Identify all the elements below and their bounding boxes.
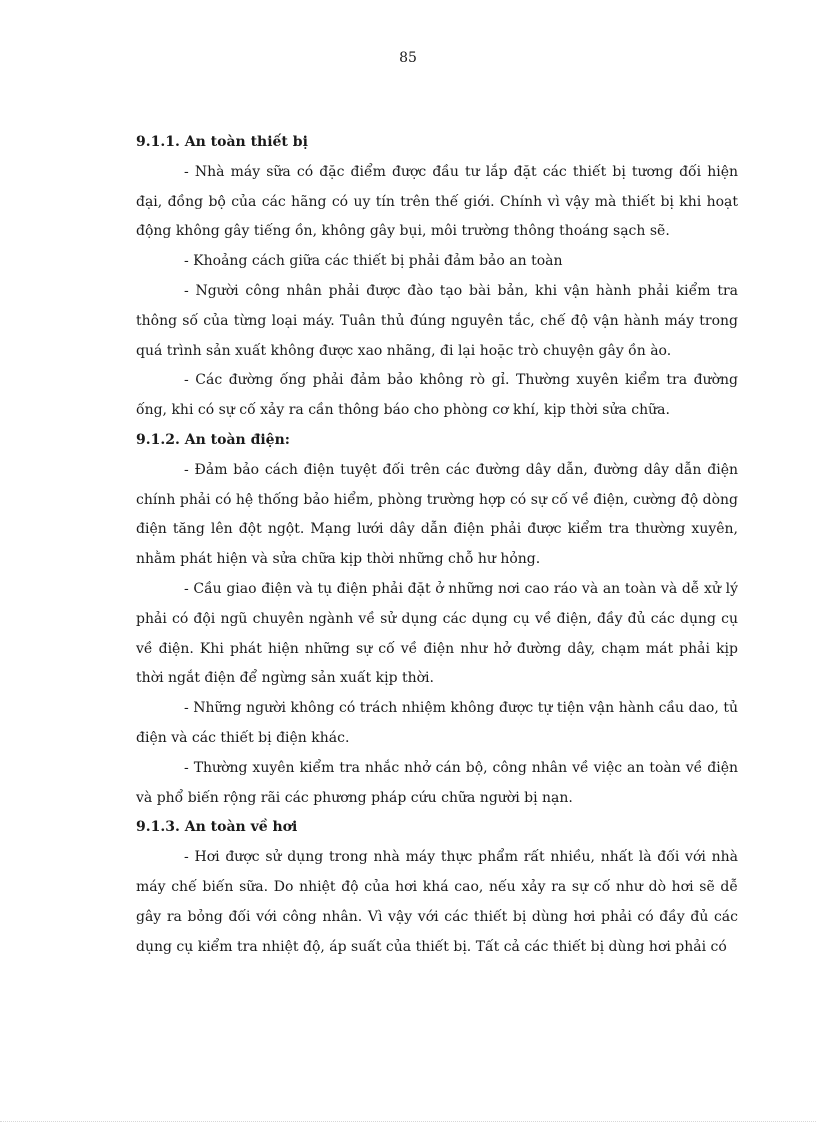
paragraph: - Các đường ống phải đảm bảo không rò gỉ. Thường xuyên kiểm tra đường ống, khi có sự cố xảy ra cần thông báo cho phòng cơ khí, kịp thời sửa chữa.: [136, 372, 738, 419]
paragraph: - Thường xuyên kiểm tra nhắc nhở cán bộ, công nhân về việc an toàn về điện và phổ biến rộng rãi các phương pháp cứu chữa người bị nạn.: [136, 759, 738, 806]
section-steam-safety: [136, 813, 738, 962]
paragraph: - Người công nhân phải được đào tạo bài bản, khi vận hành phải kiểm tra thông số của từng loại máy. Tuân thủ đúng nguyên tắc, chế độ vận hành máy trong quá trình sản xuất không được xao nhãng, đi lại hoặc trò chuyện gây ồn ào.: [136, 282, 738, 359]
paragraph: - Hơi được sử dụng trong nhà máy thực phẩm rất nhiều, nhất là đối với nhà máy chế biến sữa. Do nhiệt độ của hơi khá cao, nếu xảy ra sự cố như dò hơi sẽ dễ gây ra bỏng đối với công nhân. Vì vậy với các thiết bị dùng hơi phải có đầy đủ các dụng cụ kiểm tra nhiệt độ, áp suất của thiết bị. Tất cả các thiết bị dùng hơi phải có: [136, 849, 738, 955]
paragraph: - Cầu giao điện và tụ điện phải đặt ở những nơi cao ráo và an toàn và dễ xử lý phải có đội ngũ chuyên ngành về sử dụng các dụng cụ về điện, đầy đủ các dụng cụ về điện. Khi phát hiện những sự cố về điện như hở đường dây, chạm mát phải kịp thời ngắt điện để ngừng sản xuất kịp thời.: [136, 580, 738, 687]
section-equipment-safety: [136, 128, 738, 426]
section-heading: 9.1.2. An toàn điện:: [136, 431, 290, 448]
section-heading: 9.1.3. An toàn về hơi: [136, 819, 298, 836]
page-bottom-divider: [0, 1121, 816, 1122]
paragraph: - Những người không có trách nhiệm không được tự tiện vận hành cầu dao, tủ điện và các thiết bị điện khác.: [136, 700, 738, 746]
section-electrical-safety: [136, 426, 738, 813]
paragraph: - Nhà máy sữa có đặc điểm được đầu tư lắp đặt các thiết bị tương đối hiện đại, đồng bộ của các hãng có uy tín trên thế giới. Chính vì vậy mà thiết bị khi hoạt động không gây tiếng ồn, không gây bụi, môi trường thông thoáng sạch sẽ.: [136, 163, 738, 240]
paragraph: - Đảm bảo cách điện tuyệt đối trên các đường dây dẫn, đường dây dẫn điện chính phải có hệ thống bảo hiểm, phòng trường hợp có sự cố về điện, cường độ dòng điện tăng lên đột ngột. Mạng lưới dây dẫn điện phải được kiểm tra thường xuyên, nhằm phát hiện và sửa chữa kịp thời những chỗ hư hỏng.: [136, 461, 738, 568]
paragraph: - Khoảng cách giữa các thiết bị phải đảm bảo an toàn: [184, 253, 563, 270]
section-heading: 9.1.1. An toàn thiết bị: [136, 134, 308, 150]
document-body: [136, 128, 738, 962]
page-number: 85: [399, 50, 417, 66]
